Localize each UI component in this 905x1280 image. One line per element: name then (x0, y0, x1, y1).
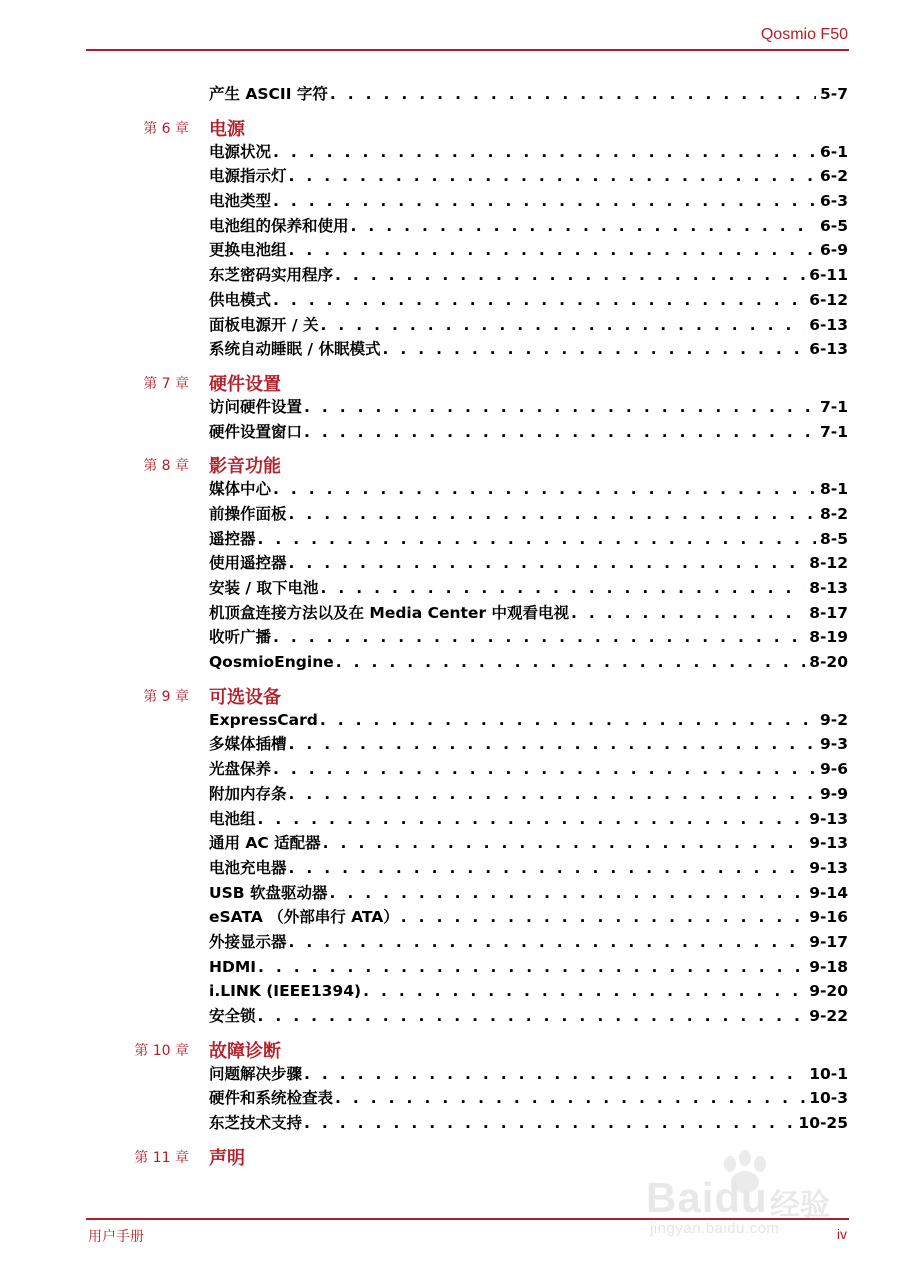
toc-entry-title: 电池类型 (209, 192, 272, 211)
chapter-heading (0, 1037, 905, 1062)
dot-leader (329, 881, 805, 905)
dot-leader (273, 625, 805, 649)
toc-entry-title: 媒体中心 (209, 480, 272, 499)
toc-entry-title: 电池充电器 (209, 858, 287, 877)
toc-entry-title: 产生 ASCII 字符 (209, 85, 328, 103)
toc-entry[interactable] (209, 395, 848, 420)
toc-entry[interactable] (209, 708, 848, 733)
toc-entry[interactable] (209, 1004, 848, 1029)
toc-entry[interactable] (209, 313, 848, 338)
toc-entry-page: 9-13 (809, 858, 848, 877)
chapter-title-link[interactable]: 故障诊断 (209, 1040, 281, 1062)
dot-leader (335, 263, 805, 287)
toc-entry-title: 安全锁 (209, 1007, 256, 1025)
toc-entry[interactable] (209, 881, 848, 906)
toc-entry[interactable] (209, 905, 848, 930)
dot-leader (289, 732, 816, 756)
dot-leader (320, 576, 805, 600)
toc-entry[interactable] (209, 732, 848, 757)
toc-entry-page: 5-7 (819, 85, 848, 103)
toc-entry-page: 6-5 (819, 216, 848, 235)
toc-entry-title: 硬件和系统检查表 (209, 1089, 334, 1108)
dot-leader (335, 1086, 805, 1110)
toc-entry[interactable] (209, 1086, 848, 1111)
toc-entry-title: 东芝技术支持 (209, 1114, 303, 1133)
toc-entry[interactable] (209, 576, 848, 601)
chapter-number: 第 11 章 (134, 1149, 189, 1166)
dot-leader (363, 979, 805, 1003)
table-of-contents (0, 82, 905, 1169)
toc-entry[interactable] (209, 477, 848, 502)
dot-leader (382, 337, 805, 361)
dot-leader (273, 189, 816, 213)
toc-entry-title: 外接显示器 (209, 932, 287, 951)
chapter-title-link[interactable]: 影音功能 (209, 456, 281, 478)
toc-entry[interactable] (209, 1062, 848, 1087)
toc-entry[interactable] (209, 979, 848, 1004)
toc-entry-page: 9-2 (819, 710, 848, 729)
toc-entry-page: 7-1 (819, 397, 848, 416)
toc-entry-page: 6-3 (819, 192, 848, 211)
dot-leader (304, 1111, 794, 1135)
toc-entry-title: 访问硬件设置 (209, 397, 303, 416)
toc-entry-title: 通用 AC 适配器 (209, 834, 321, 853)
toc-entry[interactable] (209, 140, 848, 165)
toc-entry-title: 附加内存条 (209, 784, 287, 803)
dot-leader (289, 930, 806, 954)
toc-entry-title: 电源状况 (209, 142, 272, 161)
chapter-title-link[interactable]: 电源 (209, 118, 245, 140)
footer-manual-label: 用户手册 (88, 1229, 144, 1245)
toc-entry-page: 10-1 (809, 1064, 848, 1083)
toc-entry-title: 电池组的保养和使用 (209, 216, 349, 235)
toc-entry-page: 8-12 (809, 554, 848, 573)
toc-entry[interactable] (209, 757, 848, 782)
dot-leader (273, 288, 805, 312)
toc-entry-page: 6-11 (809, 266, 848, 285)
toc-entry-page: 9-20 (809, 982, 848, 1001)
chapter-title-link[interactable]: 可选设备 (209, 686, 281, 708)
toc-entry[interactable] (209, 337, 848, 362)
document-header-title: Qosmio F50 (760, 26, 848, 43)
toc-entry-page: 9-9 (819, 784, 848, 803)
dot-leader (289, 856, 806, 880)
watermark-cn: 经验 (770, 1188, 830, 1223)
toc-entry-page: 9-14 (809, 883, 848, 902)
toc-entry[interactable] (209, 189, 848, 214)
dot-leader (273, 757, 816, 781)
toc-entry-page: 8-17 (809, 603, 848, 622)
toc-entry[interactable] (209, 625, 848, 650)
toc-entry-page: 6-13 (809, 315, 848, 334)
dot-leader (323, 831, 806, 855)
dot-leader (258, 1004, 806, 1028)
toc-entry-page: 8-2 (819, 504, 848, 523)
toc-entry-page: 9-22 (809, 1007, 848, 1025)
dot-leader (289, 238, 816, 262)
chapter-heading (0, 452, 905, 477)
toc-entry[interactable] (209, 551, 848, 576)
chapter-number: 第 7 章 (143, 375, 189, 392)
toc-entry-title: 光盘保养 (209, 760, 272, 779)
toc-entry[interactable] (209, 263, 848, 288)
dot-leader (336, 650, 805, 674)
chapter-number: 第 10 章 (134, 1042, 189, 1059)
toc-entry[interactable] (209, 831, 848, 856)
toc-entry-title: 问题解决步骤 (209, 1064, 303, 1083)
toc-entry-page: 9-13 (809, 834, 848, 853)
dot-leader (320, 313, 805, 337)
toc-entry-title: ExpressCard (209, 710, 318, 729)
baidu-watermark (640, 1150, 855, 1240)
dot-leader (320, 708, 816, 732)
toc-entry-page: 6-13 (809, 340, 848, 359)
toc-entry-title: 更换电池组 (209, 241, 287, 260)
dot-leader (401, 905, 805, 929)
toc-entry-title: 电池组 (209, 809, 256, 828)
toc-entry[interactable] (209, 502, 848, 527)
footer-page-number: iv (836, 1226, 847, 1242)
chapter-number: 第 6 章 (143, 120, 189, 137)
toc-entry-title: HDMI (209, 957, 257, 976)
dot-leader (304, 395, 816, 419)
dot-leader (289, 782, 816, 806)
toc-entry[interactable] (209, 782, 848, 807)
toc-entry-page: 8-5 (819, 529, 848, 548)
toc-entry[interactable] (209, 82, 848, 107)
toc-entry-title: eSATA （外部串行 ATA） (209, 908, 399, 927)
toc-entry[interactable] (209, 955, 848, 980)
toc-entry-page: 7-1 (819, 422, 848, 441)
toc-entry[interactable] (209, 1111, 848, 1136)
toc-entry-title: 多媒体插槽 (209, 735, 287, 754)
chapter-number: 第 8 章 (143, 458, 189, 475)
dot-leader (351, 214, 816, 238)
toc-entry-page: 9-16 (809, 908, 848, 927)
toc-entry-page: 8-1 (819, 480, 848, 499)
dot-leader (330, 82, 816, 106)
toc-entry[interactable] (209, 164, 848, 189)
toc-entry[interactable] (209, 930, 848, 955)
toc-entry-title: 使用遥控器 (209, 554, 287, 573)
toc-entry[interactable] (209, 527, 848, 552)
dot-leader (571, 601, 805, 625)
dot-leader (304, 1062, 805, 1086)
toc-entry-title: 面板电源开 / 关 (209, 315, 319, 334)
toc-entry-page: 6-2 (819, 167, 848, 186)
toc-entry-page: 10-25 (798, 1114, 848, 1133)
toc-entry-page: 9-6 (819, 760, 848, 779)
toc-entry[interactable] (209, 288, 848, 313)
toc-entry[interactable] (209, 650, 848, 675)
toc-entry-title: USB 软盘驱动器 (209, 883, 328, 902)
toc-entry-page: 9-3 (819, 735, 848, 754)
toc-entry-page: 8-20 (809, 653, 848, 672)
toc-entry-page: 6-1 (819, 142, 848, 161)
chapter-number: 第 9 章 (143, 688, 189, 705)
toc-entry-title: 收听广播 (209, 628, 272, 647)
toc-entry[interactable] (209, 601, 848, 626)
header-rule (86, 49, 849, 51)
dot-leader (289, 502, 816, 526)
dot-leader (273, 140, 816, 164)
watermark-brand: Baidu (646, 1174, 768, 1221)
chapter-title-link[interactable]: 硬件设置 (209, 373, 281, 395)
toc-entry-title: 机顶盒连接方法以及在 Media Center 中观看电视 (209, 603, 569, 622)
toc-entry[interactable] (209, 238, 848, 263)
chapter-heading (0, 115, 905, 140)
toc-entry-title: 硬件设置窗口 (209, 422, 303, 441)
chapter-heading (0, 683, 905, 708)
chapter-title-link[interactable]: 声明 (209, 1147, 245, 1169)
toc-entry[interactable] (209, 420, 848, 445)
toc-entry-page: 6-12 (809, 290, 848, 309)
toc-entry[interactable] (209, 856, 848, 881)
toc-entry-title: 电源指示灯 (209, 167, 287, 186)
toc-entry-page: 9-13 (809, 809, 848, 828)
toc-entry-title: 安装 / 取下电池 (209, 579, 319, 597)
dot-leader (258, 955, 805, 979)
toc-entry-title: QosmioEngine (209, 653, 334, 672)
toc-entry-title: i.LINK (IEEE1394) (209, 982, 362, 1001)
toc-entry-title: 遥控器 (209, 529, 256, 548)
dot-leader (258, 807, 806, 831)
dot-leader (289, 164, 816, 188)
toc-entry[interactable] (209, 807, 848, 832)
toc-entry-title: 供电模式 (209, 290, 272, 309)
dot-leader (304, 420, 816, 444)
toc-entry-page: 9-17 (809, 932, 848, 951)
toc-entry-page: 8-13 (809, 579, 848, 597)
dot-leader (273, 477, 816, 501)
dot-leader (289, 551, 806, 575)
toc-entry-page: 10-3 (809, 1089, 848, 1108)
toc-entry-title: 东芝密码实用程序 (209, 266, 334, 285)
dot-leader (258, 527, 816, 551)
toc-entry-title: 前操作面板 (209, 504, 287, 523)
toc-entry-title: 系统自动睡眠 / 休眠模式 (209, 340, 381, 359)
toc-entry[interactable] (209, 214, 848, 239)
toc-entry-page: 6-9 (819, 241, 848, 260)
watermark-url: jingyan.baidu.com (650, 1220, 780, 1237)
toc-entry-page: 8-19 (809, 628, 848, 647)
toc-entry-page: 9-18 (809, 957, 848, 976)
chapter-heading (0, 370, 905, 395)
